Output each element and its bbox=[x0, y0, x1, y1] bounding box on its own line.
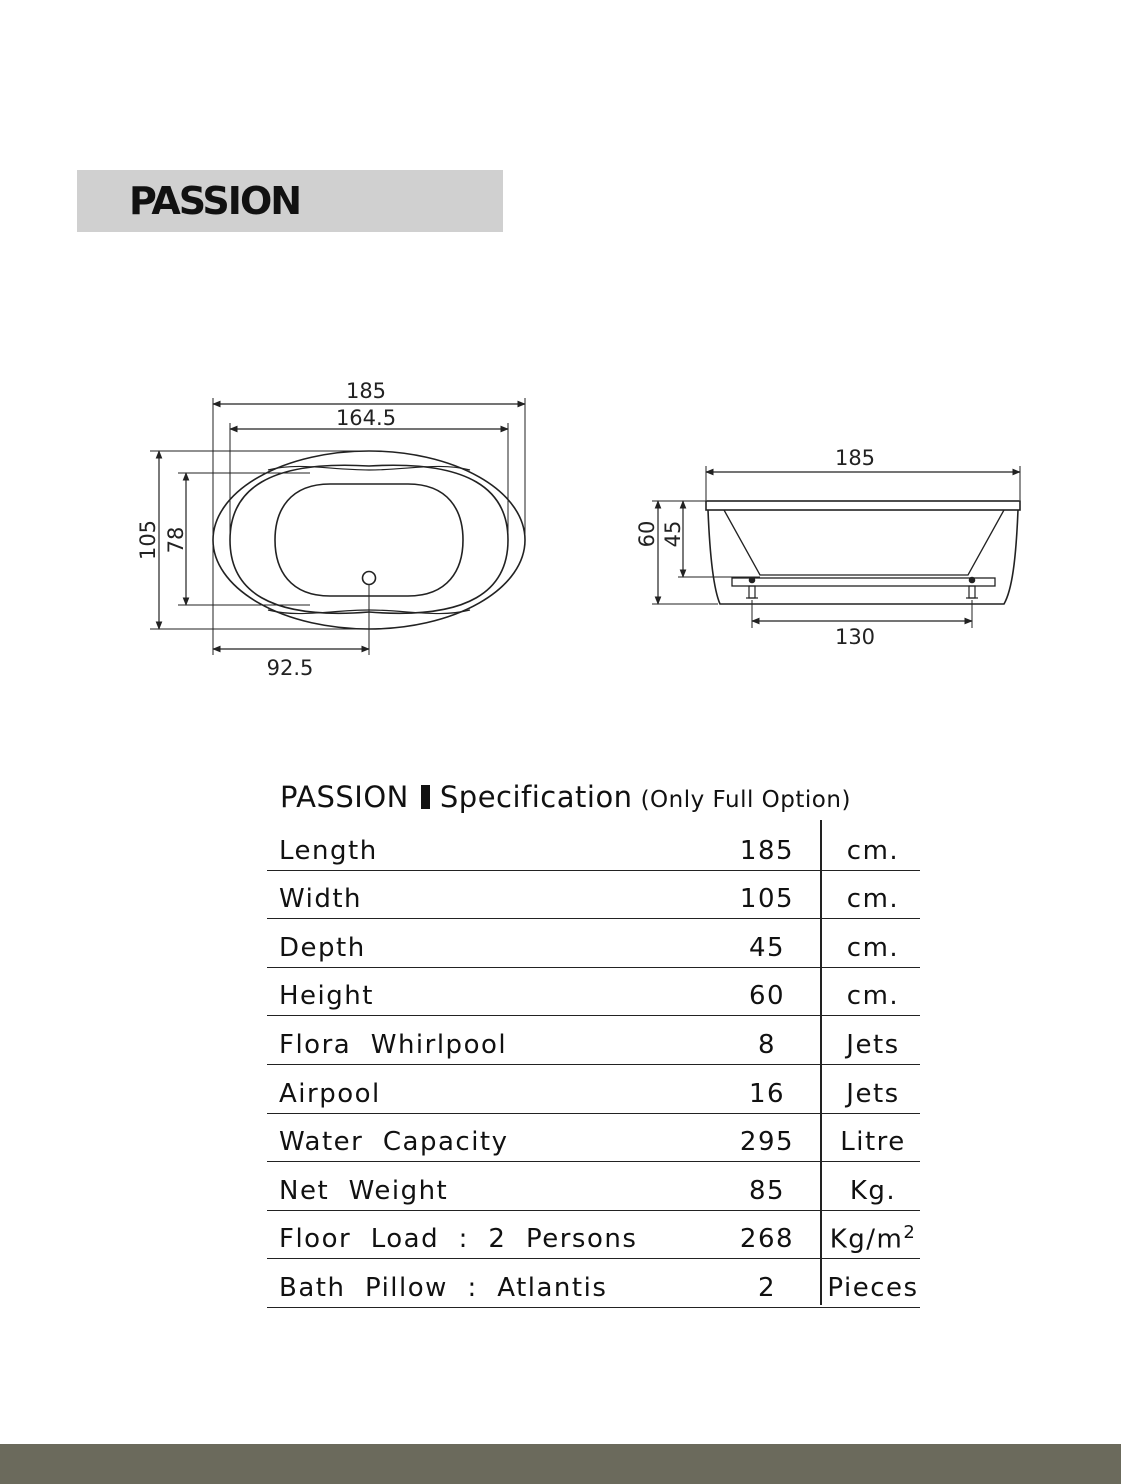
row-label: Length bbox=[279, 835, 378, 866]
row-value: 295 bbox=[739, 1127, 795, 1158]
row-label: Flora Whirlpool bbox=[279, 1029, 508, 1060]
table-row bbox=[267, 1162, 920, 1211]
row-unit: cm. bbox=[846, 835, 900, 866]
row-unit: cm. bbox=[846, 981, 900, 1012]
row-unit: Pieces bbox=[827, 1272, 919, 1303]
row-label: Bath Pillow : Atlantis bbox=[279, 1272, 608, 1303]
dim-label-length-outer: 185 bbox=[345, 379, 387, 403]
tub-feet bbox=[746, 586, 978, 598]
row-value: 45 bbox=[748, 932, 786, 963]
row-value: 16 bbox=[748, 1078, 786, 1109]
spec-product-name: PASSION bbox=[280, 780, 409, 814]
row-label: Width bbox=[279, 884, 363, 915]
tub-base-frame bbox=[732, 578, 995, 586]
row-unit: Litre bbox=[840, 1127, 906, 1158]
drain-icon bbox=[363, 572, 376, 585]
table-row bbox=[267, 968, 920, 1017]
row-value: 268 bbox=[739, 1224, 795, 1255]
table-row bbox=[267, 1211, 920, 1260]
row-value: 8 bbox=[757, 1029, 777, 1060]
dim-label-length-inner: 164.5 bbox=[335, 406, 397, 430]
footer-bar bbox=[0, 1444, 1121, 1484]
dim-label-height: 60 bbox=[635, 520, 659, 548]
dim-label-width-inner: 78 bbox=[164, 526, 188, 554]
top-view bbox=[150, 398, 525, 655]
row-label: Height bbox=[279, 981, 374, 1012]
side-view bbox=[652, 466, 1020, 628]
row-unit: Kg. bbox=[849, 1175, 897, 1206]
dim-label-side-length: 185 bbox=[834, 446, 876, 470]
row-unit: cm. bbox=[846, 932, 900, 963]
row-value: 105 bbox=[739, 884, 795, 915]
dim-label-width-outer: 105 bbox=[136, 519, 160, 561]
row-unit: Jets bbox=[846, 1078, 900, 1109]
separator-bar bbox=[421, 785, 430, 809]
row-value: 2 bbox=[757, 1272, 777, 1303]
dim-label-drain-offset: 92.5 bbox=[266, 656, 314, 680]
table-row bbox=[267, 822, 920, 871]
row-label: Airpool bbox=[279, 1078, 381, 1109]
tub-basin bbox=[275, 484, 463, 596]
table-row bbox=[267, 1114, 920, 1163]
row-value: 60 bbox=[748, 981, 786, 1012]
row-value: 185 bbox=[739, 835, 795, 866]
dim-label-base: 130 bbox=[834, 625, 876, 649]
table-row bbox=[267, 919, 920, 968]
row-unit: cm. bbox=[846, 884, 900, 915]
row-unit bbox=[823, 1222, 923, 1255]
spec-table bbox=[267, 822, 920, 1308]
table-row bbox=[267, 1065, 920, 1114]
table-row bbox=[267, 1016, 920, 1065]
technical-drawing bbox=[0, 0, 1121, 720]
row-label: Floor Load : 2 Persons bbox=[279, 1224, 638, 1255]
product-title: PASSION bbox=[129, 179, 301, 223]
tub-rim bbox=[706, 501, 1020, 510]
row-unit: Jets bbox=[846, 1029, 900, 1060]
row-label: Depth bbox=[279, 932, 366, 963]
spec-heading bbox=[280, 780, 851, 814]
row-label: Water Capacity bbox=[279, 1127, 509, 1158]
table-row bbox=[267, 871, 920, 920]
tub-basin-profile bbox=[724, 510, 1004, 575]
unit-superscript: 2 bbox=[903, 1221, 917, 1243]
dim-label-depth: 45 bbox=[661, 520, 685, 548]
spec-note: (Only Full Option) bbox=[640, 787, 851, 813]
row-value: 85 bbox=[748, 1175, 786, 1206]
row-label: Net Weight bbox=[279, 1175, 449, 1206]
unit-text: Kg/m bbox=[829, 1224, 904, 1255]
spec-heading-label: Specification bbox=[439, 780, 633, 814]
table-row bbox=[267, 1259, 920, 1308]
